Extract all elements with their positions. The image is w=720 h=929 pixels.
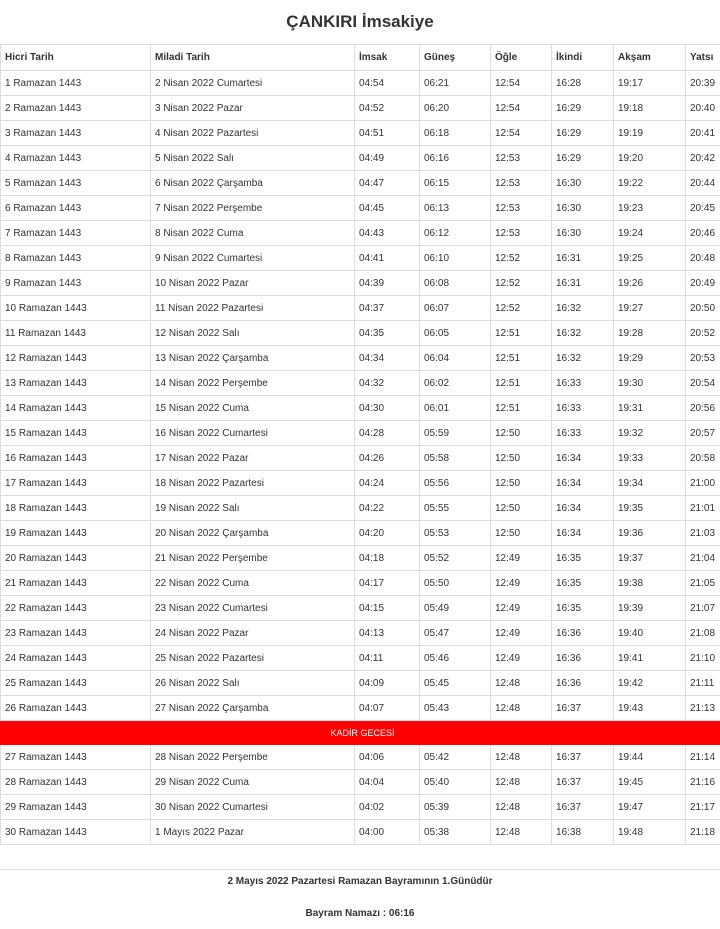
ogle-cell: 12:49 <box>491 646 552 671</box>
miladi-tarih-cell: 27 Nisan 2022 Çarşamba <box>151 696 355 721</box>
miladi-tarih-cell: 28 Nisan 2022 Perşembe <box>151 745 355 770</box>
aksam-cell: 19:47 <box>614 795 686 820</box>
ikindi-cell: 16:33 <box>552 421 614 446</box>
gunes-cell: 05:59 <box>420 421 491 446</box>
imsak-cell: 04:07 <box>355 696 420 721</box>
gunes-cell: 06:13 <box>420 196 491 221</box>
table-row <box>1 221 720 246</box>
ogle-cell: 12:48 <box>491 696 552 721</box>
table-row <box>1 671 720 696</box>
ikindi-cell: 16:33 <box>552 396 614 421</box>
hicri-tarih-cell: 3 Ramazan 1443 <box>1 121 151 146</box>
ikindi-cell: 16:34 <box>552 496 614 521</box>
imsak-cell: 04:37 <box>355 296 420 321</box>
gunes-cell: 05:53 <box>420 521 491 546</box>
gunes-cell: 05:55 <box>420 496 491 521</box>
ogle-cell: 12:48 <box>491 820 552 845</box>
hicri-tarih-cell: 2 Ramazan 1443 <box>1 96 151 121</box>
aksam-cell: 19:38 <box>614 571 686 596</box>
gunes-cell: 05:58 <box>420 446 491 471</box>
ikindi-cell: 16:32 <box>552 321 614 346</box>
hicri-tarih-cell: 29 Ramazan 1443 <box>1 795 151 820</box>
aksam-cell: 19:30 <box>614 371 686 396</box>
imsak-cell: 04:52 <box>355 96 420 121</box>
header-ikindi: İkindi <box>552 45 614 71</box>
table-row <box>1 471 720 496</box>
table-row <box>1 596 720 621</box>
miladi-tarih-cell: 11 Nisan 2022 Pazartesi <box>151 296 355 321</box>
hicri-tarih-cell: 18 Ramazan 1443 <box>1 496 151 521</box>
hicri-tarih-cell: 14 Ramazan 1443 <box>1 396 151 421</box>
table-row <box>1 246 720 271</box>
imsak-cell: 04:30 <box>355 396 420 421</box>
gunes-cell: 06:16 <box>420 146 491 171</box>
ogle-cell: 12:49 <box>491 571 552 596</box>
aksam-cell: 19:26 <box>614 271 686 296</box>
miladi-tarih-cell: 14 Nisan 2022 Perşembe <box>151 371 355 396</box>
gunes-cell: 05:56 <box>420 471 491 496</box>
yatsi-cell: 21:18 <box>686 820 720 845</box>
miladi-tarih-cell: 8 Nisan 2022 Cuma <box>151 221 355 246</box>
imsak-cell: 04:18 <box>355 546 420 571</box>
aksam-cell: 19:37 <box>614 546 686 571</box>
hicri-tarih-cell: 27 Ramazan 1443 <box>1 745 151 770</box>
imsak-cell: 04:26 <box>355 446 420 471</box>
gunes-cell: 05:52 <box>420 546 491 571</box>
table-body-after <box>1 745 720 845</box>
bayram-info: 2 Mayıs 2022 Pazartesi Ramazan Bayramının 1.Günüdür <box>227 876 493 887</box>
header-aksam: Akşam <box>614 45 686 71</box>
hicri-tarih-cell: 5 Ramazan 1443 <box>1 171 151 196</box>
hicri-tarih-cell: 7 Ramazan 1443 <box>1 221 151 246</box>
imsak-cell: 04:15 <box>355 596 420 621</box>
aksam-cell: 19:34 <box>614 471 686 496</box>
ikindi-cell: 16:33 <box>552 371 614 396</box>
miladi-tarih-cell: 21 Nisan 2022 Perşembe <box>151 546 355 571</box>
ogle-cell: 12:52 <box>491 271 552 296</box>
yatsi-cell: 21:08 <box>686 621 720 646</box>
gunes-cell: 06:04 <box>420 346 491 371</box>
yatsi-cell: 20:40 <box>686 96 720 121</box>
table-row <box>1 820 720 845</box>
ikindi-cell: 16:35 <box>552 571 614 596</box>
gunes-cell: 05:50 <box>420 571 491 596</box>
imsak-cell: 04:28 <box>355 421 420 446</box>
ikindi-cell: 16:36 <box>552 621 614 646</box>
yatsi-cell: 21:05 <box>686 571 720 596</box>
ikindi-cell: 16:37 <box>552 696 614 721</box>
gunes-cell: 06:15 <box>420 171 491 196</box>
yatsi-cell: 21:14 <box>686 745 720 770</box>
hicri-tarih-cell: 30 Ramazan 1443 <box>1 820 151 845</box>
table-row <box>1 621 720 646</box>
ogle-cell: 12:50 <box>491 421 552 446</box>
hicri-tarih-cell: 6 Ramazan 1443 <box>1 196 151 221</box>
ikindi-cell: 16:37 <box>552 745 614 770</box>
yatsi-cell: 20:39 <box>686 71 720 96</box>
gunes-cell: 06:18 <box>420 121 491 146</box>
aksam-cell: 19:35 <box>614 496 686 521</box>
table-row <box>1 646 720 671</box>
ogle-cell: 12:49 <box>491 596 552 621</box>
hicri-tarih-cell: 9 Ramazan 1443 <box>1 271 151 296</box>
miladi-tarih-cell: 9 Nisan 2022 Cumartesi <box>151 246 355 271</box>
ikindi-cell: 16:31 <box>552 246 614 271</box>
hicri-tarih-cell: 8 Ramazan 1443 <box>1 246 151 271</box>
table-row <box>1 446 720 471</box>
gunes-cell: 06:21 <box>420 71 491 96</box>
ikindi-cell: 16:34 <box>552 446 614 471</box>
hicri-tarih-cell: 24 Ramazan 1443 <box>1 646 151 671</box>
miladi-tarih-cell: 26 Nisan 2022 Salı <box>151 671 355 696</box>
gunes-cell: 06:08 <box>420 271 491 296</box>
yatsi-cell: 20:56 <box>686 396 720 421</box>
ogle-cell: 12:52 <box>491 296 552 321</box>
yatsi-cell: 20:42 <box>686 146 720 171</box>
yatsi-cell: 20:46 <box>686 221 720 246</box>
aksam-cell: 19:19 <box>614 121 686 146</box>
ikindi-cell: 16:36 <box>552 646 614 671</box>
aksam-cell: 19:42 <box>614 671 686 696</box>
header-imsak: İmsak <box>355 45 420 71</box>
hicri-tarih-cell: 26 Ramazan 1443 <box>1 696 151 721</box>
yatsi-cell: 21:13 <box>686 696 720 721</box>
yatsi-cell: 20:53 <box>686 346 720 371</box>
ogle-cell: 12:51 <box>491 396 552 421</box>
gunes-cell: 05:49 <box>420 596 491 621</box>
aksam-cell: 19:39 <box>614 596 686 621</box>
hicri-tarih-cell: 17 Ramazan 1443 <box>1 471 151 496</box>
yatsi-cell: 21:04 <box>686 546 720 571</box>
miladi-tarih-cell: 15 Nisan 2022 Cuma <box>151 396 355 421</box>
ogle-cell: 12:49 <box>491 546 552 571</box>
table-row <box>1 271 720 296</box>
hicri-tarih-cell: 12 Ramazan 1443 <box>1 346 151 371</box>
imsak-cell: 04:13 <box>355 621 420 646</box>
miladi-tarih-cell: 7 Nisan 2022 Perşembe <box>151 196 355 221</box>
ogle-cell: 12:51 <box>491 371 552 396</box>
ogle-cell: 12:52 <box>491 246 552 271</box>
ogle-cell: 12:51 <box>491 346 552 371</box>
table-row <box>1 346 720 371</box>
ikindi-cell: 16:38 <box>552 820 614 845</box>
imsak-cell: 04:43 <box>355 221 420 246</box>
miladi-tarih-cell: 25 Nisan 2022 Pazartesi <box>151 646 355 671</box>
table-row <box>1 371 720 396</box>
aksam-cell: 19:41 <box>614 646 686 671</box>
miladi-tarih-cell: 10 Nisan 2022 Pazar <box>151 271 355 296</box>
miladi-tarih-cell: 17 Nisan 2022 Pazar <box>151 446 355 471</box>
table-row <box>1 296 720 321</box>
hicri-tarih-cell: 20 Ramazan 1443 <box>1 546 151 571</box>
imsak-cell: 04:39 <box>355 271 420 296</box>
miladi-tarih-cell: 1 Mayıs 2022 Pazar <box>151 820 355 845</box>
miladi-tarih-cell: 3 Nisan 2022 Pazar <box>151 96 355 121</box>
ikindi-cell: 16:30 <box>552 221 614 246</box>
yatsi-cell: 20:50 <box>686 296 720 321</box>
aksam-cell: 19:44 <box>614 745 686 770</box>
hicri-tarih-cell: 21 Ramazan 1443 <box>1 571 151 596</box>
miladi-tarih-cell: 4 Nisan 2022 Pazartesi <box>151 121 355 146</box>
miladi-tarih-cell: 19 Nisan 2022 Salı <box>151 496 355 521</box>
hicri-tarih-cell: 1 Ramazan 1443 <box>1 71 151 96</box>
imsak-cell: 04:32 <box>355 371 420 396</box>
imsak-cell: 04:22 <box>355 496 420 521</box>
miladi-tarih-cell: 23 Nisan 2022 Cumartesi <box>151 596 355 621</box>
table-row <box>1 795 720 820</box>
hicri-tarih-cell: 25 Ramazan 1443 <box>1 671 151 696</box>
aksam-cell: 19:18 <box>614 96 686 121</box>
hicri-tarih-cell: 13 Ramazan 1443 <box>1 371 151 396</box>
header-miladi-tarih: Miladi Tarih <box>151 45 355 71</box>
ogle-cell: 12:48 <box>491 795 552 820</box>
imsak-cell: 04:41 <box>355 246 420 271</box>
footer <box>0 869 720 919</box>
ogle-cell: 12:53 <box>491 221 552 246</box>
hicri-tarih-cell: 11 Ramazan 1443 <box>1 321 151 346</box>
miladi-tarih-cell: 5 Nisan 2022 Salı <box>151 146 355 171</box>
ikindi-cell: 16:34 <box>552 521 614 546</box>
ogle-cell: 12:51 <box>491 321 552 346</box>
ikindi-cell: 16:35 <box>552 596 614 621</box>
ikindi-cell: 16:37 <box>552 770 614 795</box>
aksam-cell: 19:24 <box>614 221 686 246</box>
miladi-tarih-cell: 29 Nisan 2022 Cuma <box>151 770 355 795</box>
imsak-cell: 04:06 <box>355 745 420 770</box>
aksam-cell: 19:27 <box>614 296 686 321</box>
yatsi-cell: 21:16 <box>686 770 720 795</box>
header-ogle: Öğle <box>491 45 552 71</box>
table-row <box>1 396 720 421</box>
ikindi-cell: 16:32 <box>552 296 614 321</box>
hicri-tarih-cell: 23 Ramazan 1443 <box>1 621 151 646</box>
miladi-tarih-cell: 12 Nisan 2022 Salı <box>151 321 355 346</box>
ogle-cell: 12:48 <box>491 671 552 696</box>
ogle-cell: 12:53 <box>491 146 552 171</box>
table-row <box>1 71 720 96</box>
ogle-cell: 12:50 <box>491 496 552 521</box>
hicri-tarih-cell: 15 Ramazan 1443 <box>1 421 151 446</box>
imsakiye-table <box>0 44 720 845</box>
aksam-cell: 19:20 <box>614 146 686 171</box>
ikindi-cell: 16:31 <box>552 271 614 296</box>
yatsi-cell: 20:49 <box>686 271 720 296</box>
yatsi-cell: 20:52 <box>686 321 720 346</box>
yatsi-cell: 20:48 <box>686 246 720 271</box>
imsak-cell: 04:02 <box>355 795 420 820</box>
gunes-cell: 05:38 <box>420 820 491 845</box>
aksam-cell: 19:40 <box>614 621 686 646</box>
gunes-cell: 05:45 <box>420 671 491 696</box>
ikindi-cell: 16:28 <box>552 71 614 96</box>
yatsi-cell: 20:44 <box>686 171 720 196</box>
table-row <box>1 196 720 221</box>
imsak-cell: 04:24 <box>355 471 420 496</box>
ogle-cell: 12:53 <box>491 171 552 196</box>
miladi-tarih-cell: 22 Nisan 2022 Cuma <box>151 571 355 596</box>
ikindi-cell: 16:37 <box>552 795 614 820</box>
miladi-tarih-cell: 6 Nisan 2022 Çarşamba <box>151 171 355 196</box>
aksam-cell: 19:23 <box>614 196 686 221</box>
table-row <box>1 121 720 146</box>
aksam-cell: 19:25 <box>614 246 686 271</box>
ogle-cell: 12:48 <box>491 745 552 770</box>
ogle-cell: 12:50 <box>491 471 552 496</box>
ikindi-cell: 16:36 <box>552 671 614 696</box>
page-title: ÇANKIRI İmsakiye <box>286 12 434 31</box>
imsak-cell: 04:04 <box>355 770 420 795</box>
hicri-tarih-cell: 19 Ramazan 1443 <box>1 521 151 546</box>
kadir-gecesi-section <box>1 721 720 745</box>
table-row <box>1 96 720 121</box>
miladi-tarih-cell: 24 Nisan 2022 Pazar <box>151 621 355 646</box>
imsak-cell: 04:51 <box>355 121 420 146</box>
gunes-cell: 06:07 <box>420 296 491 321</box>
kadir-gecesi-row <box>1 721 720 745</box>
gunes-cell: 05:39 <box>420 795 491 820</box>
imsak-cell: 04:54 <box>355 71 420 96</box>
yatsi-cell: 21:07 <box>686 596 720 621</box>
bayram-namazi: Bayram Namazı : 06:16 <box>305 908 415 919</box>
imsak-cell: 04:17 <box>355 571 420 596</box>
table-row <box>1 571 720 596</box>
ikindi-cell: 16:34 <box>552 471 614 496</box>
yatsi-cell: 21:03 <box>686 521 720 546</box>
aksam-cell: 19:33 <box>614 446 686 471</box>
miladi-tarih-cell: 30 Nisan 2022 Cumartesi <box>151 795 355 820</box>
gunes-cell: 06:02 <box>420 371 491 396</box>
imsak-cell: 04:45 <box>355 196 420 221</box>
aksam-cell: 19:48 <box>614 820 686 845</box>
table-row <box>1 546 720 571</box>
imsak-cell: 04:09 <box>355 671 420 696</box>
aksam-cell: 19:17 <box>614 71 686 96</box>
yatsi-cell: 20:41 <box>686 121 720 146</box>
ogle-cell: 12:54 <box>491 121 552 146</box>
hicri-tarih-cell: 28 Ramazan 1443 <box>1 770 151 795</box>
header-gunes: Güneş <box>420 45 491 71</box>
gunes-cell: 06:05 <box>420 321 491 346</box>
imsak-cell: 04:34 <box>355 346 420 371</box>
imsak-cell: 04:20 <box>355 521 420 546</box>
miladi-tarih-cell: 20 Nisan 2022 Çarşamba <box>151 521 355 546</box>
table-row <box>1 770 720 795</box>
table-row <box>1 321 720 346</box>
ikindi-cell: 16:30 <box>552 171 614 196</box>
gunes-cell: 06:20 <box>420 96 491 121</box>
ogle-cell: 12:49 <box>491 621 552 646</box>
hicri-tarih-cell: 22 Ramazan 1443 <box>1 596 151 621</box>
kadir-gecesi-label: KADİR GECESİ <box>1 721 720 745</box>
yatsi-cell: 21:01 <box>686 496 720 521</box>
yatsi-cell: 20:54 <box>686 371 720 396</box>
table-body-before <box>1 71 720 721</box>
imsak-cell: 04:00 <box>355 820 420 845</box>
hicri-tarih-cell: 4 Ramazan 1443 <box>1 146 151 171</box>
table-row <box>1 745 720 770</box>
imsak-cell: 04:11 <box>355 646 420 671</box>
ogle-cell: 12:53 <box>491 196 552 221</box>
ogle-cell: 12:50 <box>491 446 552 471</box>
miladi-tarih-cell: 18 Nisan 2022 Pazartesi <box>151 471 355 496</box>
miladi-tarih-cell: 2 Nisan 2022 Cumartesi <box>151 71 355 96</box>
miladi-tarih-cell: 13 Nisan 2022 Çarşamba <box>151 346 355 371</box>
hicri-tarih-cell: 16 Ramazan 1443 <box>1 446 151 471</box>
ogle-cell: 12:50 <box>491 521 552 546</box>
yatsi-cell: 21:10 <box>686 646 720 671</box>
ikindi-cell: 16:35 <box>552 546 614 571</box>
gunes-cell: 05:42 <box>420 745 491 770</box>
aksam-cell: 19:36 <box>614 521 686 546</box>
yatsi-cell: 21:11 <box>686 671 720 696</box>
table-row <box>1 496 720 521</box>
ikindi-cell: 16:29 <box>552 121 614 146</box>
hicri-tarih-cell: 10 Ramazan 1443 <box>1 296 151 321</box>
yatsi-cell: 20:58 <box>686 446 720 471</box>
gunes-cell: 06:10 <box>420 246 491 271</box>
yatsi-cell: 21:00 <box>686 471 720 496</box>
ikindi-cell: 16:30 <box>552 196 614 221</box>
aksam-cell: 19:45 <box>614 770 686 795</box>
table-row <box>1 171 720 196</box>
gunes-cell: 06:01 <box>420 396 491 421</box>
gunes-cell: 06:12 <box>420 221 491 246</box>
aksam-cell: 19:32 <box>614 421 686 446</box>
aksam-cell: 19:43 <box>614 696 686 721</box>
aksam-cell: 19:31 <box>614 396 686 421</box>
ikindi-cell: 16:32 <box>552 346 614 371</box>
gunes-cell: 05:47 <box>420 621 491 646</box>
table-row <box>1 421 720 446</box>
header-yatsi: Yatsı <box>686 45 720 71</box>
yatsi-cell: 20:45 <box>686 196 720 221</box>
ikindi-cell: 16:29 <box>552 96 614 121</box>
gunes-cell: 05:43 <box>420 696 491 721</box>
gunes-cell: 05:40 <box>420 770 491 795</box>
ogle-cell: 12:54 <box>491 96 552 121</box>
ogle-cell: 12:48 <box>491 770 552 795</box>
table-row <box>1 521 720 546</box>
table-header-row <box>1 45 720 71</box>
imsak-cell: 04:47 <box>355 171 420 196</box>
yatsi-cell: 21:17 <box>686 795 720 820</box>
table-row <box>1 696 720 721</box>
gunes-cell: 05:46 <box>420 646 491 671</box>
imsak-cell: 04:49 <box>355 146 420 171</box>
header-hicri-tarih: Hicri Tarih <box>1 45 151 71</box>
aksam-cell: 19:28 <box>614 321 686 346</box>
imsak-cell: 04:35 <box>355 321 420 346</box>
aksam-cell: 19:22 <box>614 171 686 196</box>
aksam-cell: 19:29 <box>614 346 686 371</box>
ogle-cell: 12:54 <box>491 71 552 96</box>
miladi-tarih-cell: 16 Nisan 2022 Cumartesi <box>151 421 355 446</box>
table-row <box>1 146 720 171</box>
yatsi-cell: 20:57 <box>686 421 720 446</box>
ikindi-cell: 16:29 <box>552 146 614 171</box>
